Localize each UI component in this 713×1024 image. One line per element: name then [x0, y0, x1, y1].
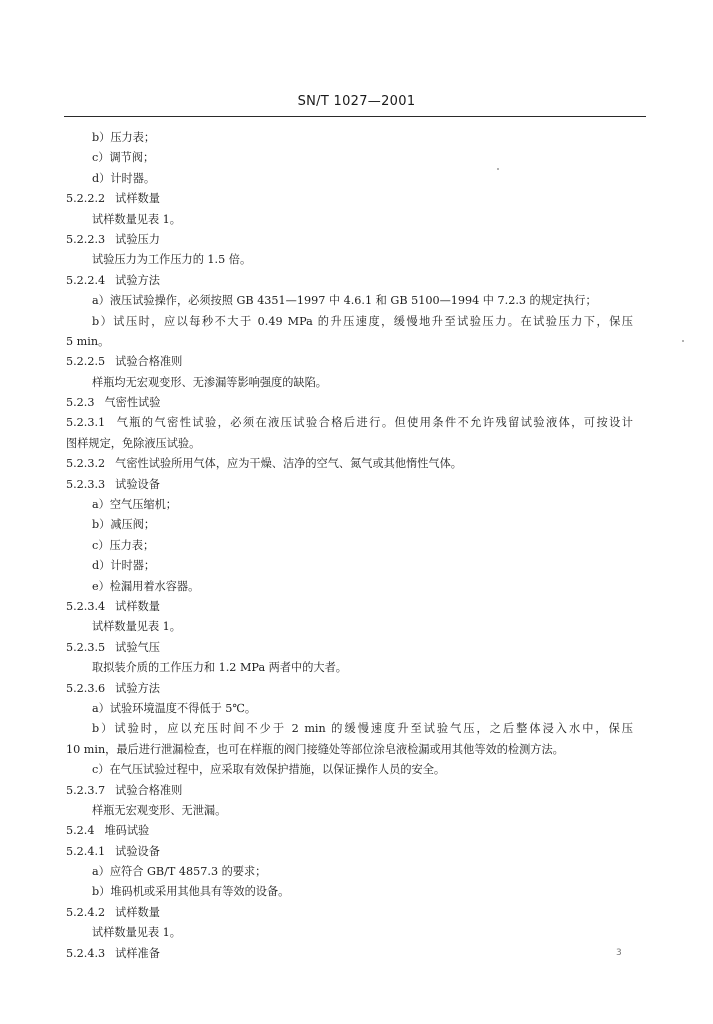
- body-text: b）试验时，应以充压时间不少于 2 min 的缓慢速度升至试验气压，之后整体浸入水中，保压: [92, 722, 633, 736]
- body-text: d）计时器；: [92, 559, 156, 573]
- clause-number: 5.2.3.5: [66, 640, 106, 654]
- clause-number: 5.2.3.4: [66, 599, 106, 613]
- body-text: 试验压力为工作压力的 1.5 倍。: [92, 253, 252, 267]
- clause-heading: [0, 842, 713, 862]
- body-text: 试样数量见表 1。: [92, 620, 181, 634]
- clause-number: 5.2.3.3: [66, 477, 106, 491]
- clause-heading: [0, 393, 713, 413]
- body-text-line: [0, 556, 713, 576]
- body-text-line: [0, 169, 713, 189]
- body-text-line: [0, 434, 713, 454]
- clause-title: 试验设备: [115, 477, 160, 491]
- clause-heading: [0, 454, 713, 474]
- body-text: 10 min，最后进行泄漏检查，也可在样瓶的阀门接缝处等部位涂皂液检漏或用其他等效的检测方法。: [66, 742, 564, 756]
- body-text-line: [0, 291, 713, 311]
- body-text-line: [0, 801, 713, 821]
- clause-heading: [0, 597, 713, 617]
- clause-title: 气密性试验所用气体，应为干燥、洁净的空气、氮气或其他惰性气体。: [115, 457, 462, 471]
- body-text-line: [0, 760, 713, 780]
- body-text: a）试验环境温度不得低于 5℃。: [92, 701, 257, 715]
- clause-heading: [0, 781, 713, 801]
- clause-heading: [0, 413, 633, 433]
- body-text-line: [0, 658, 713, 678]
- clause-title: 试样数量: [115, 599, 160, 613]
- clause-title: 试验设备: [115, 844, 160, 858]
- body-text-line: [0, 128, 713, 148]
- body-text: 图样规定，免除液压试验。: [66, 436, 201, 450]
- body-text-line: [0, 719, 633, 739]
- body-text: c）压力表；: [92, 538, 155, 552]
- body-text-line: [0, 148, 713, 168]
- body-text-line: [0, 699, 713, 719]
- clause-title: 试验合格准则: [115, 355, 183, 369]
- clause-number: 5.2.3.7: [66, 783, 106, 797]
- body-text: 试样数量见表 1。: [92, 212, 181, 226]
- body-text-line: [0, 923, 713, 943]
- body-text: b）压力表；: [92, 131, 156, 144]
- body-text: 取拟装介质的工作压力和 1.2 MPa 两者中的大者。: [92, 661, 347, 675]
- clause-title: 堆码试验: [104, 824, 150, 838]
- body-text-line: [0, 862, 713, 882]
- header-rule: [64, 116, 646, 117]
- body-text-line: [0, 515, 713, 535]
- page-number: 3: [616, 948, 622, 958]
- clause-number: 5.2.4.1: [66, 844, 106, 858]
- clause-number: 5.2.3: [66, 396, 95, 410]
- body-text: 试样数量见表 1。: [92, 926, 181, 940]
- body-text-line: [0, 740, 713, 760]
- page-header: SN/T 1027—2001: [297, 94, 416, 109]
- body-text-line: [0, 536, 713, 556]
- body-text: b）试压时，应以每秒不大于 0.49 MPa 的升压速度，缓慢地升至试验压力。在试验压力下，保压: [92, 314, 633, 328]
- clause-heading: [0, 944, 713, 964]
- clause-heading: [0, 189, 713, 209]
- body-text: b）减压阀；: [92, 518, 156, 532]
- body-text-line: [0, 332, 713, 352]
- clause-heading: [0, 230, 713, 250]
- clause-title: 试验方法: [115, 681, 160, 695]
- clause-number: 5.2.2.2: [66, 192, 106, 206]
- body-text-line: [0, 495, 713, 515]
- body-text: c）调节阀；: [92, 151, 155, 165]
- clause-heading: [0, 352, 713, 372]
- clause-number: 5.2.3.2: [66, 457, 106, 471]
- body-text: 样瓶无宏观变形、无泄漏。: [92, 803, 227, 817]
- body-text-line: [0, 882, 713, 902]
- clause-heading: [0, 271, 713, 291]
- clause-title: 气密性试验: [104, 396, 161, 410]
- body-text: 5 min。: [66, 334, 110, 348]
- body-text: d）计时器。: [92, 171, 156, 185]
- clause-title: 试样准备: [115, 946, 160, 960]
- clause-heading: [0, 475, 713, 495]
- document-body: [0, 128, 713, 964]
- scan-speck: [682, 340, 684, 342]
- clause-heading: [0, 638, 713, 658]
- clause-title: 试验压力: [115, 232, 160, 246]
- clause-title: 试样数量: [115, 192, 160, 206]
- scan-speck: [497, 168, 499, 170]
- body-text-line: [0, 312, 633, 332]
- clause-title: 试样数量: [115, 905, 160, 919]
- body-text: a）液压试验操作，必须按照 GB 4351—1997 中 4.6.1 和 GB 5100—1994 中 7.2.3 的规定执行；: [92, 294, 597, 308]
- clause-number: 5.2.4.3: [66, 946, 106, 960]
- clause-heading: [0, 903, 713, 923]
- body-text: e）检漏用着水容器。: [92, 579, 200, 593]
- body-text: 样瓶均无宏观变形、无渗漏等影响强度的缺陷。: [92, 375, 327, 389]
- body-text: c）在气压试验过程中，应采取有效保护措施，以保证操作人员的安全。: [92, 763, 446, 777]
- body-text: a）应符合 GB/T 4857.3 的要求；: [92, 865, 267, 879]
- clause-number: 5.2.3.6: [66, 681, 106, 695]
- clause-title: 试验方法: [115, 273, 160, 287]
- body-text-line: [0, 617, 713, 637]
- clause-number: 5.2.2.4: [66, 273, 106, 287]
- clause-number: 5.2.4: [66, 824, 95, 838]
- body-text-line: [0, 210, 713, 230]
- clause-title: 试验合格准则: [115, 783, 183, 797]
- clause-number: 5.2.2.5: [66, 355, 106, 369]
- body-text-line: [0, 373, 713, 393]
- clause-number: 5.2.2.3: [66, 232, 106, 246]
- clause-heading: [0, 679, 713, 699]
- clause-number: 5.2.3.1: [66, 416, 106, 430]
- clause-number: 5.2.4.2: [66, 905, 106, 919]
- body-text-line: [0, 250, 713, 270]
- clause-title: 试验气压: [115, 640, 160, 654]
- body-text: b）堆码机或采用其他具有等效的设备。: [92, 885, 290, 899]
- body-text: a）空气压缩机；: [92, 498, 177, 512]
- body-text-line: [0, 577, 713, 597]
- clause-heading: [0, 821, 713, 841]
- clause-title: 气瓶的气密性试验，必须在液压试验合格后进行。但使用条件不允许残留试验液体，可按设计: [115, 416, 633, 430]
